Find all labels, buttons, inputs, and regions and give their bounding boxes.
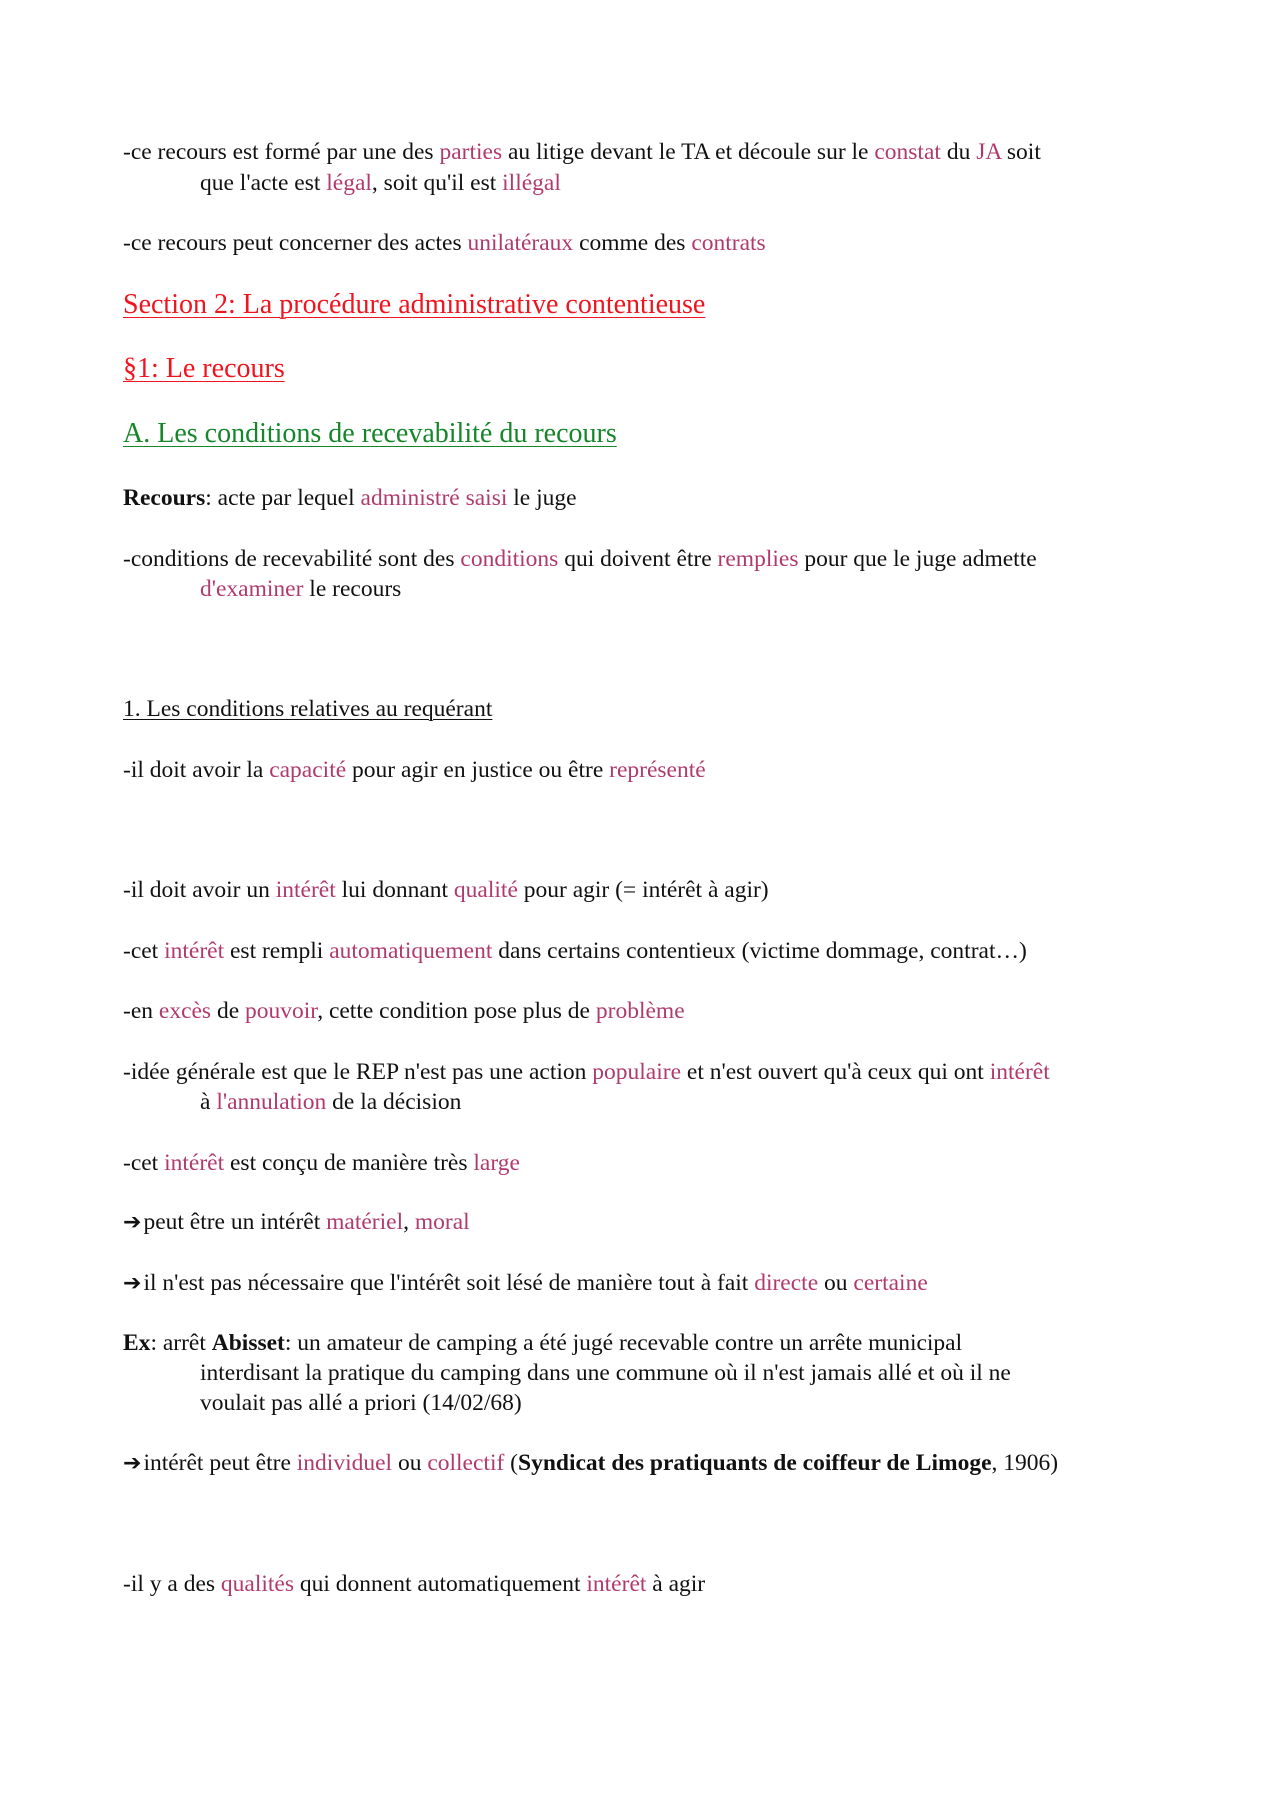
text-segment: Abisset <box>211 1330 285 1356</box>
text-line-l1a <box>123 137 1183 167</box>
text-segment: collectif <box>427 1450 505 1476</box>
text-segment: d'examiner <box>200 576 304 602</box>
text-segment: moral <box>414 1209 470 1235</box>
text-segment: matériel <box>326 1209 404 1235</box>
text-segment: à <box>200 1089 217 1115</box>
text-segment: il n'est pas nécessaire que l'intérêt soit lésé de manière tout à fait <box>143 1270 755 1296</box>
text-segment: Recours <box>123 485 206 511</box>
text-segment: illégal <box>502 170 561 196</box>
text-line-l10 <box>123 1148 1183 1178</box>
text-segment: -il doit avoir un <box>123 877 276 903</box>
text-segment: §1: Le recours <box>123 353 285 384</box>
text-segment: lui donnant <box>335 877 454 903</box>
text-segment: excès <box>158 998 212 1024</box>
text-line-h3 <box>123 419 1183 450</box>
text-line-l4a <box>123 544 1183 574</box>
text-segment: de <box>211 998 246 1024</box>
text-segment: -idée générale est que le REP n'est pas une action <box>123 1059 593 1085</box>
text-segment: constat <box>874 139 941 165</box>
text-segment: le recours <box>303 576 402 602</box>
text-line-l3 <box>123 483 1183 513</box>
text-segment: pour agir en justice ou être <box>346 757 610 783</box>
text-segment: ou <box>818 1270 854 1296</box>
text-line-h1 <box>123 290 1183 321</box>
text-segment: qui doivent être <box>558 546 718 572</box>
text-segment: est rempli <box>224 938 330 964</box>
text-line-l13a <box>123 1328 1183 1358</box>
text-segment: l'annulation <box>216 1089 327 1115</box>
text-segment: : arrêt <box>150 1330 212 1356</box>
text-segment: dans certains contentieux (victime dommage, contrat…) <box>492 938 1027 964</box>
text-segment: pour que le juge admette <box>798 546 1037 572</box>
text-line-l1b <box>200 168 1260 198</box>
text-segment: -en <box>123 998 159 1024</box>
text-segment: ou <box>392 1450 428 1476</box>
text-segment: au litige devant le TA et découle sur le <box>502 139 875 165</box>
text-segment: automatiquement <box>329 938 493 964</box>
text-segment: pouvoir <box>245 998 318 1024</box>
text-segment: , 1906) <box>991 1450 1059 1476</box>
text-segment: : un amateur de camping a été jugé recevable contre un arrête municipal <box>284 1330 963 1356</box>
text-segment: comme des <box>573 230 692 256</box>
text-segment: à agir <box>646 1571 706 1597</box>
text-segment: représenté <box>609 757 706 783</box>
text-segment: unilatéraux <box>467 230 574 256</box>
text-segment: conditions <box>460 546 559 572</box>
text-segment: intérêt <box>586 1571 647 1597</box>
text-segment: ( <box>504 1450 518 1476</box>
text-segment: et n'est ouvert qu'à ceux qui ont <box>681 1059 990 1085</box>
text-segment: capacité <box>269 757 347 783</box>
text-segment: A. Les conditions de recevabilité du recours <box>123 418 617 449</box>
text-segment: qualités <box>220 1571 294 1597</box>
text-segment: qui donnent automatiquement <box>293 1571 587 1597</box>
text-line-l6 <box>123 875 1183 905</box>
text-line-l9a <box>123 1057 1183 1087</box>
text-segment: interdisant la pratique du camping dans une commune où il n'est jamais allé et où il ne <box>200 1360 1011 1386</box>
text-segment: 1. Les conditions relatives au requérant <box>123 696 493 722</box>
text-segment: -ce recours peut concerner des actes <box>123 230 468 256</box>
text-line-l14 <box>123 1448 1183 1479</box>
text-segment: que l'acte est <box>200 170 327 196</box>
arrow-right-icon: ➔ <box>123 1210 142 1235</box>
text-segment: intérêt <box>164 938 225 964</box>
text-line-l2 <box>123 228 1183 258</box>
text-line-l13c <box>200 1388 1260 1418</box>
text-segment: -il y a des <box>123 1571 221 1597</box>
text-segment: directe <box>754 1270 819 1296</box>
text-line-l5 <box>123 755 1183 785</box>
text-line-l9b <box>200 1087 1260 1117</box>
text-segment: Syndicat des pratiquants de coiffeur de Limoge <box>518 1450 992 1476</box>
text-line-l13b <box>200 1358 1260 1388</box>
text-line-h4 <box>123 694 1183 724</box>
text-segment: , soit qu'il est <box>371 170 503 196</box>
text-segment: -ce recours est formé par une des <box>123 139 440 165</box>
text-segment: contrats <box>691 230 766 256</box>
text-segment: problème <box>595 998 685 1024</box>
text-segment: pour agir (= intérêt à agir) <box>517 877 769 903</box>
text-segment: intérêt peut être <box>143 1450 297 1476</box>
text-segment: parties <box>439 139 503 165</box>
text-segment: de la décision <box>326 1089 462 1115</box>
text-segment: individuel <box>296 1450 393 1476</box>
text-segment: voulait pas allé a priori (14/02/68) <box>200 1390 522 1416</box>
text-line-h2 <box>123 354 1183 385</box>
text-line-l7 <box>123 936 1183 966</box>
text-line-l15 <box>123 1569 1183 1599</box>
text-segment: Section 2: La procédure administrative contentieuse <box>123 289 706 320</box>
text-line-l12 <box>123 1268 1183 1299</box>
text-segment: -cet <box>123 938 165 964</box>
text-segment: légal <box>326 170 372 196</box>
text-segment: le juge <box>507 485 577 511</box>
arrow-right-icon: ➔ <box>123 1271 142 1296</box>
text-segment: intérêt <box>989 1059 1050 1085</box>
text-segment: soit <box>1001 139 1041 165</box>
text-segment: administré saisi <box>360 485 508 511</box>
text-segment: , <box>403 1209 415 1235</box>
text-segment: remplies <box>717 546 799 572</box>
text-segment: -cet <box>123 1150 165 1176</box>
text-segment: : acte par lequel <box>205 485 361 511</box>
text-line-l11 <box>123 1207 1183 1238</box>
text-segment: certaine <box>853 1270 928 1296</box>
text-segment: intérêt <box>164 1150 225 1176</box>
text-segment: -il doit avoir la <box>123 757 270 783</box>
text-line-l8 <box>123 996 1183 1026</box>
text-segment: -conditions de recevabilité sont des <box>123 546 461 572</box>
text-segment: populaire <box>592 1059 682 1085</box>
arrow-right-icon: ➔ <box>123 1451 142 1476</box>
text-segment: est conçu de manière très <box>224 1150 474 1176</box>
text-segment: , cette condition pose plus de <box>317 998 596 1024</box>
text-segment: large <box>473 1150 520 1176</box>
text-line-l4b <box>200 574 1260 604</box>
text-segment: intérêt <box>275 877 336 903</box>
text-segment: du <box>940 139 977 165</box>
text-segment: qualité <box>453 877 518 903</box>
text-segment: JA <box>976 139 1002 165</box>
text-segment: Ex <box>123 1330 151 1356</box>
text-segment: peut être un intérêt <box>143 1209 327 1235</box>
